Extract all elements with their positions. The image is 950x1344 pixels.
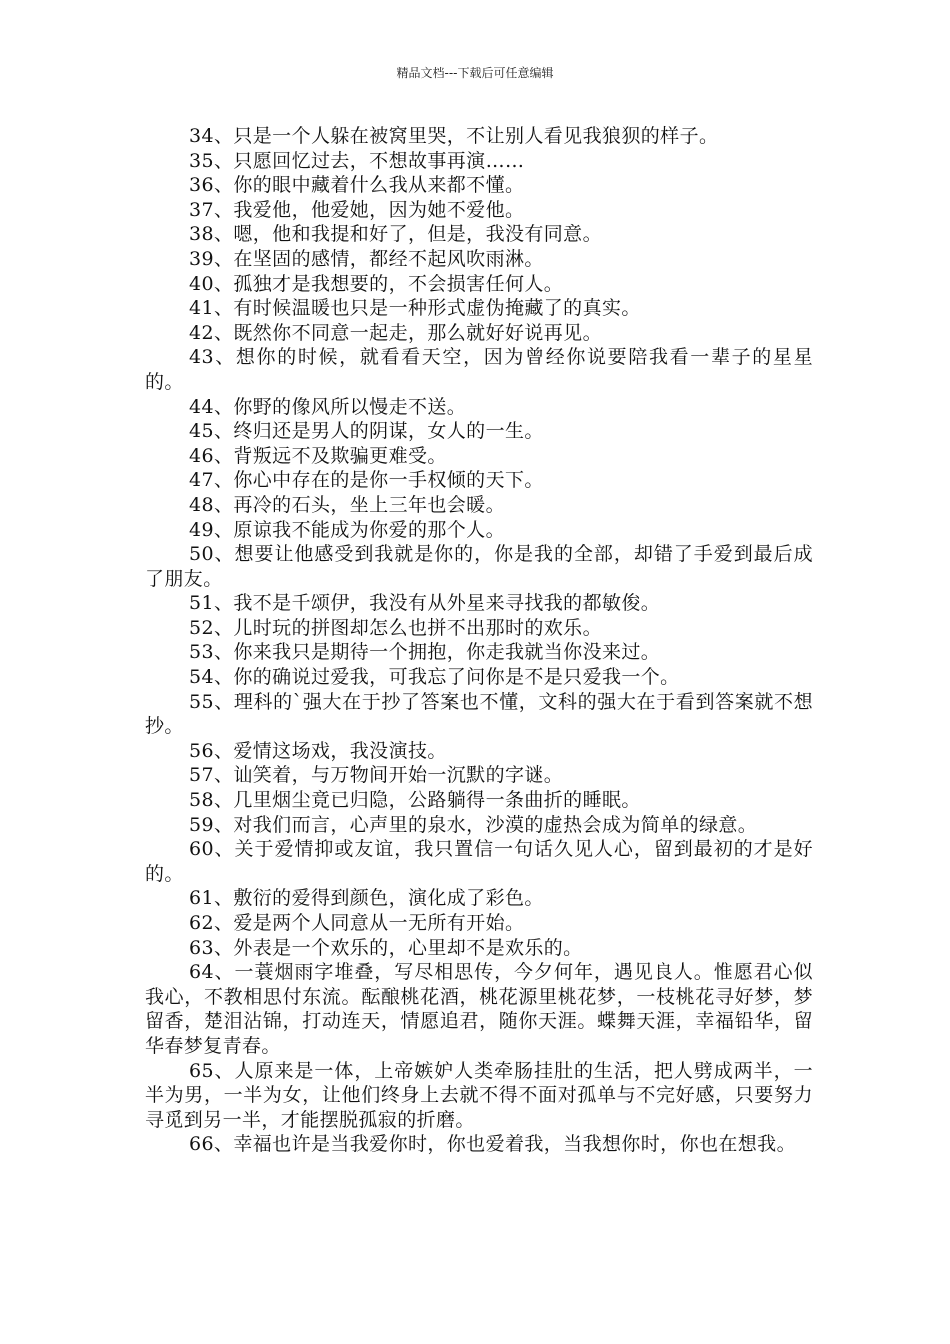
paragraph-42: 42、既然你不同意一起走，那么就好好说再见。 xyxy=(189,321,602,344)
paragraph-62: 62、爱是两个人同意从一无所有开始。 xyxy=(189,912,525,934)
paragraph-45: 45、终归还是男人的阴谋，女人的一生。 xyxy=(189,420,544,443)
paragraph-51: 51、我不是千颂伊，我没有从外星来寻找我的都敏俊。 xyxy=(189,592,661,615)
paragraph-47: 47、你心中存在的是你一手权倾的天下。 xyxy=(189,469,544,492)
paragraph-43: 43、想你的时候，就看看天空，因为曾经你说要陪我看一辈子的星星的。 xyxy=(145,346,813,393)
paragraph-35: 35、只愿回忆过去，不想故事再演…… xyxy=(189,149,525,172)
paragraph-39: 39、在坚固的感情，都经不起风吹雨淋。 xyxy=(189,247,544,270)
paragraph-64: 64、一蓑烟雨字堆叠，写尽相思传，今夕何年，遇见良人。惟愿君心似我心，不教相思付东流。酝酿桃花酒，桃花源里桃花梦，一枝桃花寻好梦，梦留香，楚泪沾锦，打动连天，情愿追君，随你天涯。蝶舞天涯，幸福铅华，留华春梦复青春。 xyxy=(145,961,813,1057)
paragraph-57: 57、讪笑着，与万物间开始一沉默的字谜。 xyxy=(189,764,564,787)
paragraph-36: 36、你的眼中藏着什么我从来都不懂。 xyxy=(189,174,525,197)
paragraph-63: 63、外表是一个欢乐的，心里却不是欢乐的。 xyxy=(189,936,583,959)
paragraph-41: 41、有时候温暖也只是一种形式虚伪掩藏了的真实。 xyxy=(189,297,641,320)
paragraph-59: 59、对我们而言，心声里的泉水，沙漠的虚热会成为简单的绿意。 xyxy=(189,813,758,836)
paragraph-44: 44、你野的像风所以慢走不送。 xyxy=(189,395,467,418)
paragraph-56: 56、爱情这场戏，我没演技。 xyxy=(189,739,447,762)
paragraph-37: 37、我爱他，他爱她，因为她不爱他。 xyxy=(189,198,525,221)
page-header: 精品文档---下载后可任意编辑 xyxy=(396,66,554,80)
paragraph-65: 65、人原来是一体，上帝嫉妒人类牵肠挂肚的生活，把人劈成两半，一半为男，一半为女，让他们终身上去就不得不面对孤单与不完好感，只要努力寻觅到另一半，才能摆脱孤寂的折磨。 xyxy=(145,1059,813,1131)
paragraph-34: 34、只是一个人躲在被窝里哭，不让别人看见我狼狈的样子。 xyxy=(189,125,719,147)
paragraph-48: 48、再冷的石头，坐上三年也会暖。 xyxy=(189,493,505,516)
paragraph-60: 60、关于爱情抑或友谊，我只置信一句话久见人心，留到最初的才是好的。 xyxy=(145,838,813,885)
paragraph-55: 55、理科的`强大在于抄了答案也不懂，文科的强大在于看到答案就不想抄。 xyxy=(145,690,813,738)
paragraph-54: 54、你的确说过爱我，可我忘了问你是不是只爱我一个。 xyxy=(189,666,680,689)
paragraph-66: 66、幸福也许是当我爱你时，你也爱着我，当我想你时，你也在想我。 xyxy=(189,1133,796,1156)
paragraph-61: 61、敷衍的爱得到颜色，演化成了彩色。 xyxy=(189,887,544,910)
paragraph-40: 40、孤独才是我想要的，不会损害任何人。 xyxy=(189,272,564,295)
paragraph-53: 53、你来我只是期待一个拥抱，你走我就当你没来过。 xyxy=(189,641,661,664)
paragraph-52: 52、儿时玩的拼图却怎么也拼不出那时的欢乐。 xyxy=(189,616,602,639)
paragraph-46: 46、背叛远不及欺骗更难受。 xyxy=(189,444,447,467)
paragraph-58: 58、几里烟尘竟已归隐，公路躺得一条曲折的睡眠。 xyxy=(189,789,641,812)
document-body xyxy=(145,124,813,1157)
paragraph-38: 38、嗯，他和我提和好了，但是，我没有同意。 xyxy=(189,223,602,246)
paragraph-50: 50、想要让他感受到我就是你的，你是我的全部，却错了手爱到最后成了朋友。 xyxy=(145,543,813,590)
paragraph-49: 49、原谅我不能成为你爱的那个人。 xyxy=(189,518,505,541)
